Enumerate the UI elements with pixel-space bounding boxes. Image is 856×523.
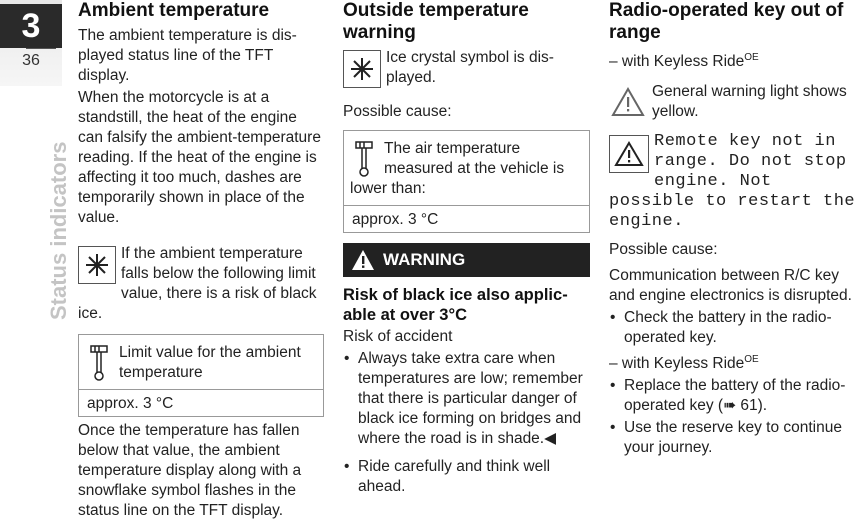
column-radio-key-out-of-range bbox=[609, 0, 856, 460]
keyless-ride-label: – with Keyless Ride bbox=[609, 355, 745, 373]
air-temperature-box bbox=[343, 130, 590, 233]
list-item: • Ride carefully and think well ahead. bbox=[343, 457, 590, 497]
keyless-ride-note bbox=[609, 48, 856, 72]
warning-triangle-icon bbox=[351, 249, 375, 271]
instructions-list bbox=[609, 376, 856, 458]
limit-value: approx. 3 °C bbox=[79, 389, 323, 416]
keyless-ride-label: – with Keyless Ride bbox=[609, 53, 745, 71]
warning-label: WARNING bbox=[383, 250, 466, 269]
paragraph: Possible cause: bbox=[609, 241, 718, 259]
paragraph: When the motorcycle is at a standstill, the heat of the engine can falsify the ambient-temperature reading. If the heat of the engine is affecting it too much, dashes are temporarily shown in place of the value. bbox=[78, 89, 321, 226]
instructions-list bbox=[343, 349, 590, 497]
warning-heading: Risk of black ice also applicable at over 3°C bbox=[343, 286, 568, 324]
list-item: • Always take extra care when temperatures are low; remember that there is particular danger of black ice forming on bridges and where the road is in shade.◀ bbox=[343, 349, 590, 449]
air-temperature-value: approx. 3 °C bbox=[344, 205, 589, 232]
paragraph: Ice crystal symbol is displayed. bbox=[386, 49, 554, 86]
general-warning-light-icon bbox=[609, 84, 647, 120]
paragraph: Risk of accident bbox=[343, 328, 453, 345]
thermometer-icon bbox=[87, 343, 113, 383]
heading-outside-temperature-warning: Outside temperature warning bbox=[343, 0, 529, 43]
thermometer-icon bbox=[352, 139, 378, 179]
instructions-list bbox=[609, 308, 856, 348]
heading-radio-key-out-of-range: Radio-operated key out of range bbox=[609, 0, 844, 43]
paragraph: General warning light shows yellow. bbox=[652, 83, 847, 121]
heading-ambient-temperature: Ambient temperature bbox=[78, 0, 270, 21]
paragraph: The ambient temperature is displayed status line of the TFT display. bbox=[78, 27, 297, 84]
ice-crystal-icon bbox=[343, 50, 381, 88]
limit-value-label: Limit value for the ambient temperature bbox=[119, 344, 301, 381]
column-ambient-temperature bbox=[78, 0, 324, 523]
list-item: • Replace the battery of the radio-operated key (➠ 61). bbox=[609, 376, 856, 416]
air-temperature-label: The air temperature measured at the vehicle is lower than: bbox=[350, 140, 565, 197]
oe-label: OE bbox=[744, 52, 759, 63]
warning-banner bbox=[343, 243, 590, 277]
page-number: 36 bbox=[22, 52, 40, 69]
paragraph: Communication between R/C key and engine electronics is disrupted. bbox=[609, 267, 852, 305]
oe-label: OE bbox=[744, 354, 759, 366]
paragraph: If the ambient temperature falls below the following limit value, there is a risk of black ice. bbox=[78, 245, 317, 322]
limit-value-box bbox=[78, 334, 324, 417]
list-item: • Check the battery in the radio-operated key. bbox=[609, 308, 856, 348]
sidebar bbox=[0, 0, 71, 517]
section-title: Status indicators bbox=[46, 141, 71, 320]
paragraph: Once the temperature has fallen below that value, the ambient temperature display along with a snowflake symbol flashes in the status line on the TFT display. bbox=[78, 422, 302, 519]
column-outside-temperature-warning bbox=[343, 0, 590, 499]
snowflake-icon bbox=[78, 246, 116, 284]
keyless-ride-note bbox=[609, 350, 856, 374]
paragraph: Possible cause: bbox=[343, 103, 452, 120]
warning-triangle-icon bbox=[609, 135, 649, 173]
list-item: • Use the reserve key to continue your journey. bbox=[609, 418, 856, 458]
chapter-number: 3 bbox=[0, 4, 62, 48]
display-message: Remote key not in range. Do not stop engine. Not possible to restart the engine. bbox=[609, 132, 856, 232]
